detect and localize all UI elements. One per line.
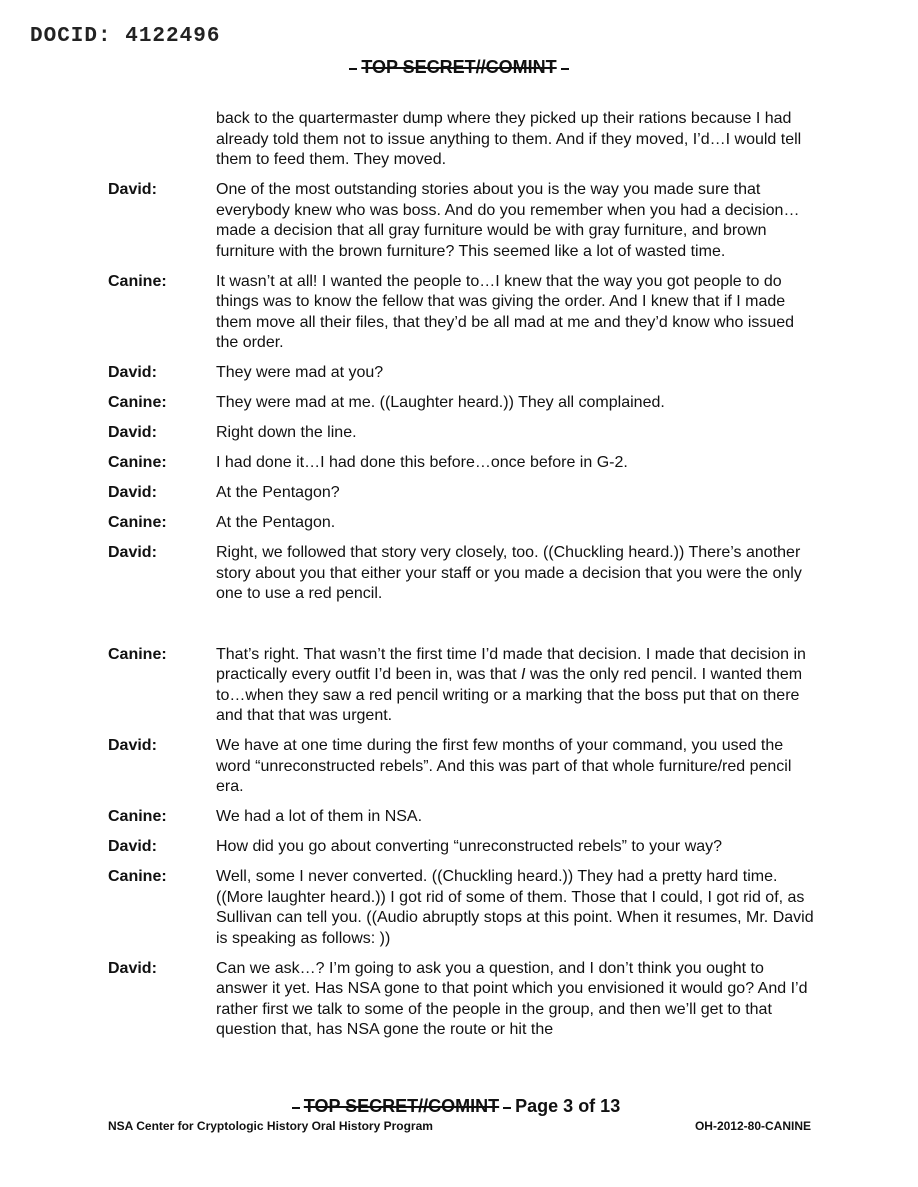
transcript-entry bbox=[108, 483, 818, 504]
speaker-label: David: bbox=[108, 484, 157, 501]
speech-text: How did you go about converting “unreconstructed rebels” to your way? bbox=[216, 838, 723, 855]
speech-text: One of the most outstanding stories about you is the way you made sure that everybody knew who was boss. And do you remember when you had a decision…made a decision that all gray furniture would be with gray furniture, and brown furniture with the brown furniture? This seemed like a lot of wasted time. bbox=[216, 181, 800, 260]
continuation-text: back to the quartermaster dump where they picked up their rations because I had already told them not to issue anything to them. And if they moved, I’d…I would tell them to feed them. They moved. bbox=[216, 110, 802, 168]
classification-marking: TOP SECRET//COMINT bbox=[355, 57, 562, 78]
speaker-label: Canine: bbox=[108, 808, 167, 825]
transcript-continuation bbox=[108, 109, 818, 171]
transcript-entry bbox=[108, 363, 818, 384]
speech-text: That’s right. That wasn’t the first time I’d made that decision. I made that decision in practically every outfit I’d been in, was that I was the only red pencil. I wanted them to…when they saw a red pencil writing or a marking that the boss put that on there and that that was urgent. bbox=[216, 645, 806, 724]
speech-text: They were mad at you? bbox=[216, 364, 384, 381]
speech-text: We had a lot of them in NSA. bbox=[216, 808, 423, 825]
speech-text: It wasn’t at all! I wanted the people to…I knew that the way you got people to do things was to know the fellow that was giving the order. And I knew that if I made them move all their files, that they’d be all mad at me and they’d know who issued the order. bbox=[216, 272, 795, 351]
document-number: OH-2012-80-CANINE bbox=[694, 1119, 811, 1133]
speaker-label: David: bbox=[108, 544, 157, 561]
transcript-entry bbox=[108, 180, 818, 262]
speaker-label: Canine: bbox=[108, 272, 167, 290]
transcript-entry bbox=[108, 543, 818, 605]
speaker-label: Canine: bbox=[108, 454, 167, 471]
speech-text: They were mad at me. ((Laughter heard.)) They all complained. bbox=[216, 394, 665, 411]
transcript-entry bbox=[108, 453, 818, 474]
speaker-label: Canine: bbox=[108, 645, 167, 663]
transcript-entry bbox=[108, 807, 818, 828]
transcript-entry bbox=[108, 423, 818, 444]
transcript-entry bbox=[108, 837, 818, 858]
transcript-entry bbox=[108, 393, 818, 414]
transcript-entry bbox=[108, 959, 818, 1041]
speech-text: Well, some I never converted. ((Chuckling heard.)) They had a pretty hard time. ((More laughter heard.)) I got rid of some of them. Those that I could, I got rid of, as Sullivan can tell you. ((Audio abruptly stops at this point. When it resumes, Mr. David is speaking as follows: )) bbox=[216, 868, 814, 947]
speech-text: We have at one time during the first few months of your command, you used the word “unreconstructed rebels”. And this was part of that whole furniture/red pencil era. bbox=[216, 737, 792, 795]
speaker-label: David: bbox=[108, 424, 157, 441]
speech-text: Can we ask…? I’m going to ask you a question, and I don’t think you ought to answer it yet. Has NSA gone to that point which you envisioned it would go? And I’d rather first we talk to some of the people in the group, and then we’ll get to that question that, has NSA gone the route or hit the bbox=[216, 959, 808, 1038]
speaker-label: Canine: bbox=[108, 394, 167, 411]
speaker-label: David: bbox=[108, 838, 157, 855]
classification-header bbox=[0, 57, 918, 78]
footer-classification bbox=[0, 1096, 918, 1117]
transcript-entry bbox=[108, 513, 818, 534]
transcript-entry bbox=[108, 272, 818, 354]
transcript-entry bbox=[108, 736, 818, 798]
speech-text: Right, we followed that story very closely, too. ((Chuckling heard.)) There’s another story about you that either your staff or you made a decision that you were the only one to use a red pencil. bbox=[216, 544, 802, 602]
speaker-label: David: bbox=[108, 737, 157, 754]
speech-text: At the Pentagon. bbox=[216, 514, 336, 531]
classification-marking: TOP SECRET//COMINT bbox=[298, 1096, 505, 1117]
speaker-label: Canine: bbox=[108, 514, 167, 531]
speech-text: I had done it…I had done this before…once before in G-2. bbox=[216, 454, 628, 471]
transcript-body bbox=[108, 109, 818, 1050]
page-number: Page 3 of 13 bbox=[515, 1096, 621, 1116]
program-name: NSA Center for Cryptologic History Oral History Program bbox=[108, 1119, 433, 1133]
transcript-entry bbox=[108, 867, 818, 949]
speech-text: Right down the line. bbox=[216, 424, 357, 441]
transcript-entry bbox=[108, 645, 818, 727]
speech-text: At the Pentagon? bbox=[216, 484, 340, 501]
speaker-label: David: bbox=[108, 364, 157, 381]
doc-id: DOCID: 4122496 bbox=[30, 25, 221, 48]
speaker-label: David: bbox=[108, 959, 157, 977]
speaker-label: David: bbox=[108, 181, 157, 198]
speaker-label: Canine: bbox=[108, 868, 167, 885]
